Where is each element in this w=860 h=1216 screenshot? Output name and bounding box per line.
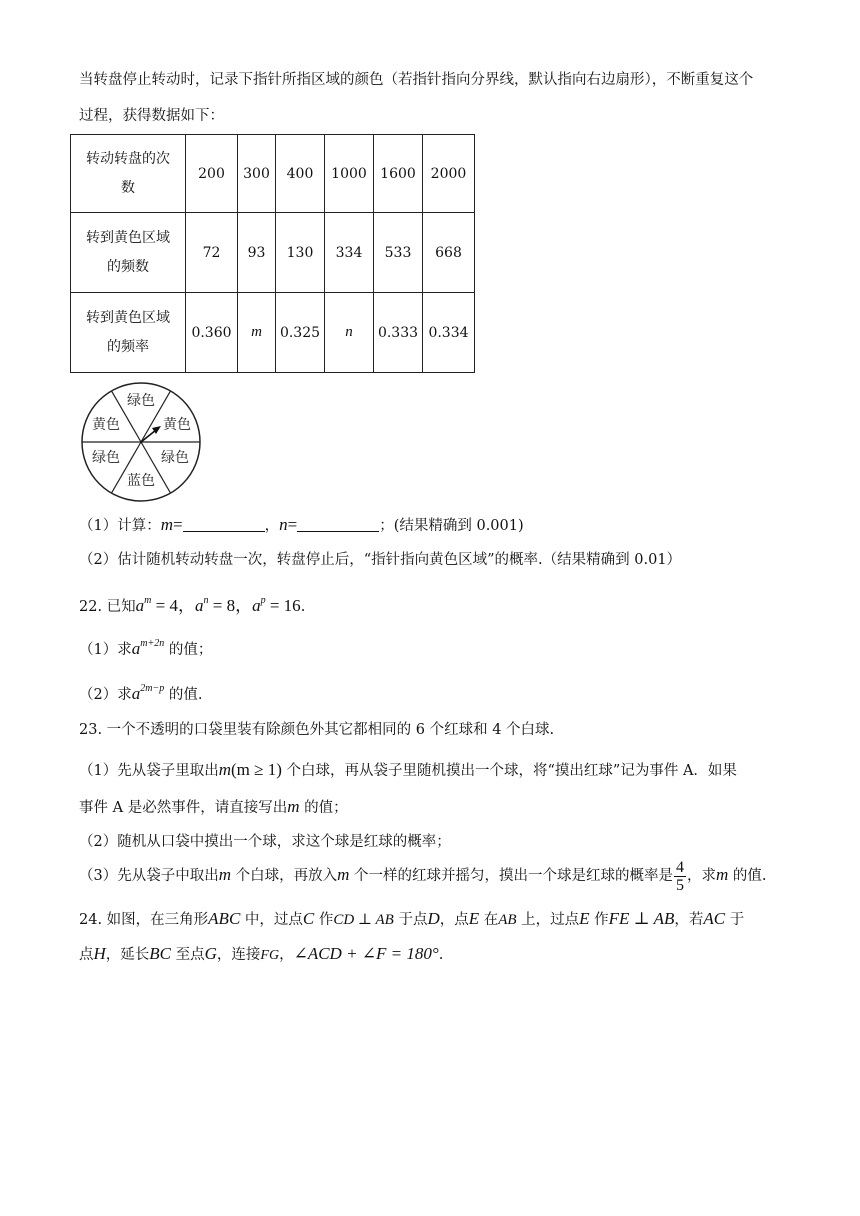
table-cell: 0.333 xyxy=(374,293,423,373)
table-cell: 668 xyxy=(423,213,475,293)
intro-line-1: 当转盘停止转动时，记录下指针所指区域的颜色（若指针指向分界线，默认指向右边扇形），不断重复这个 xyxy=(79,72,754,88)
table-cell: 72 xyxy=(186,213,238,293)
row-header: 转到黄色区域 的频数 xyxy=(71,213,186,293)
frequency-table xyxy=(70,134,475,373)
sector-label-lower-right: 绿色 xyxy=(161,450,189,466)
sector-label-upper-right: 黄色 xyxy=(163,417,191,433)
q22-part1: （1）求$a^{m+2n}$ 的值； xyxy=(79,638,213,658)
row-header: 转到黄色区域 的频率 xyxy=(71,293,186,373)
table-cell: n xyxy=(325,293,374,373)
table-cell: 130 xyxy=(276,213,325,293)
table-cell: 93 xyxy=(238,213,276,293)
table-cell: 200 xyxy=(186,135,238,213)
table-row xyxy=(71,135,475,213)
table-row xyxy=(71,213,475,293)
table-cell: 334 xyxy=(325,213,374,293)
q23-part3: （3）先从袋子中取出m 个白球，再放入m 个一样的红球并摇匀，摸出一个球是红球的概率是 $\frac{4}{5}$ ，求m 的值. xyxy=(79,858,767,894)
q23-stem: 23. 一个不透明的口袋里装有除颜色外其它都相同的 6 个红球和 4 个白球. xyxy=(79,722,555,738)
q24-line-1: 24. 如图，在三角形ABC 中，过点C 作CD ⊥ AB 于点D，点E 在AB 上，过点E 作FE ⊥ AB，若AC 于 xyxy=(79,909,745,928)
answer-blank-n xyxy=(297,517,379,532)
table-cell: 2000 xyxy=(423,135,475,213)
table-row xyxy=(71,293,475,373)
answer-blank-m xyxy=(183,517,265,532)
table-cell: m xyxy=(238,293,276,373)
q22-stem: 22. 已知$a^m = 4$，$a^n = 8$，$a^p = 16$. xyxy=(79,595,306,615)
spinner-diagram xyxy=(80,381,202,503)
row-header: 转动转盘的次 数 xyxy=(71,135,186,213)
sector-label-lower-left: 绿色 xyxy=(92,450,120,466)
intro-line-2: 过程，获得数据如下： xyxy=(79,108,224,124)
q23-part1: （1）先从袋子里取出m(m ≥ 1) 个白球，再从袋子里随机摸出一个球，将“摸出红球”记为事件 A．如果 xyxy=(79,760,737,779)
q23-part1-cont: 事件 A 是必然事件，请直接写出m 的值； xyxy=(79,797,348,816)
q22-part2: （2）求$a^{2m-p}$ 的值. xyxy=(79,683,203,703)
table-cell: 0.325 xyxy=(276,293,325,373)
q23-part2: （2）随机从口袋中摸出一个球，求这个球是红球的概率； xyxy=(79,834,451,850)
q24-line-2: 点H，延长BC 至点G，连接FG，∠ACD + ∠F = 180°. xyxy=(79,944,444,963)
q21-part2: （2）估计随机转动转盘一次，转盘停止后，“指针指向黄色区域”的概率.（结果精确到 0.01） xyxy=(79,552,682,568)
fraction: $\frac{4}{5}$ xyxy=(676,858,685,894)
table-cell: 0.360 xyxy=(186,293,238,373)
table-cell: 400 xyxy=(276,135,325,213)
sector-label-bottom: 蓝色 xyxy=(127,473,155,489)
table-cell: 1000 xyxy=(325,135,374,213)
table-cell: 0.334 xyxy=(423,293,475,373)
pointer-arrow-icon xyxy=(141,426,161,442)
q21-part1: （1）计算：m= ，n= ；(结果精确到 0.001) xyxy=(79,515,524,534)
table-cell: 533 xyxy=(374,213,423,293)
table-cell: 1600 xyxy=(374,135,423,213)
sector-label-upper-left: 黄色 xyxy=(92,417,120,433)
sector-label-top: 绿色 xyxy=(127,393,155,409)
table-cell: 300 xyxy=(238,135,276,213)
